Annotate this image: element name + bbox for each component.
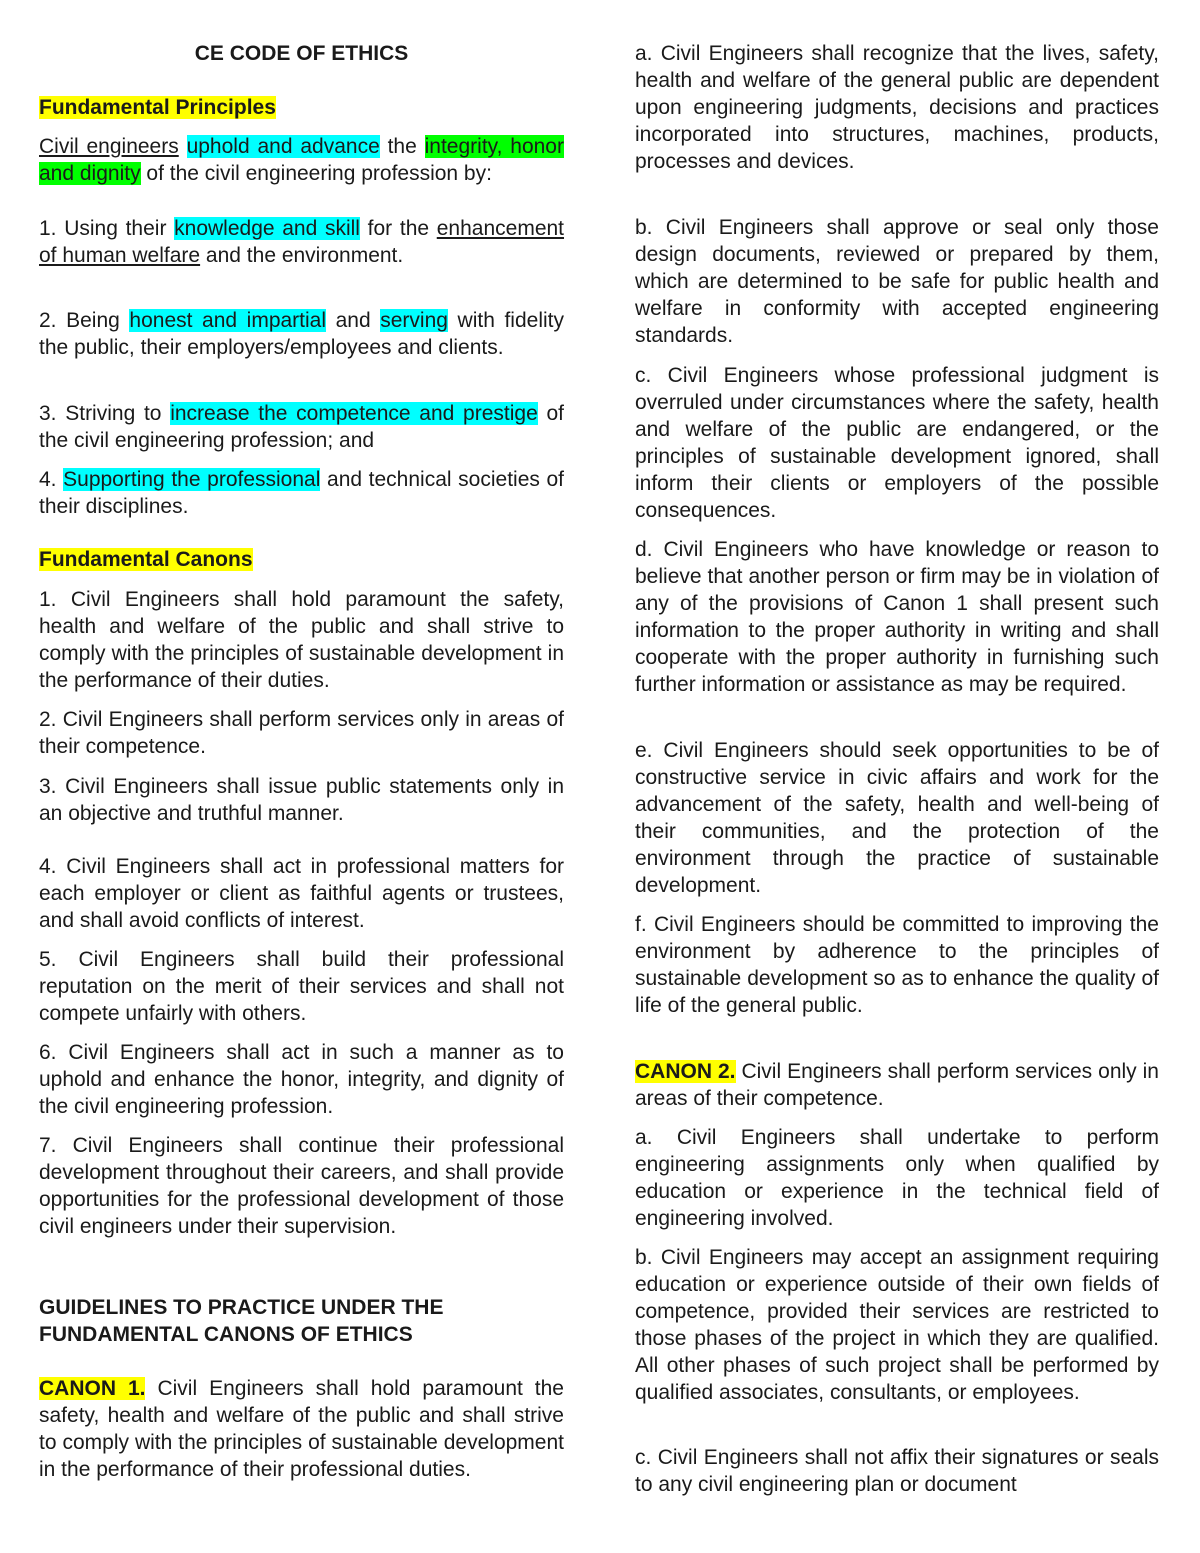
heading-highlight: Fundamental Principles (39, 96, 276, 119)
principles-intro (39, 133, 564, 187)
canon-2-item-a: a. Civil Engineers shall undertake to perform engineering assignments only when qualified by education or experience in the technical field of engineering involved. (635, 1126, 1159, 1230)
principle-text: for the (359, 217, 437, 240)
canon-1-item-c: c. Civil Engineers whose professional judgment is overruled under circumstances where the safety, health and welfare of the public are endangered, or the principles of sustainable development ignored, shall inform their clients or employers of the possible consequences. (635, 364, 1159, 522)
canon-1-item-a: a. Civil Engineers shall recognize that the lives, safety, health and welfare of the general public are dependent upon engineering judgments, decisions and practices incorporated into structures, machines, products, processes and devices. (635, 42, 1159, 173)
guidelines-heading: GUIDELINES TO PRACTICE UNDER THE FUNDAMENTAL CANONS OF ETHICS (39, 1296, 444, 1346)
canon-2-label: CANON 2. (635, 1060, 736, 1083)
fundamental-canons-heading (39, 546, 564, 573)
document-title: CE CODE OF ETHICS (194, 42, 409, 65)
canon-1-item-f: f. Civil Engineers should be committed to improving the environment by adherence to the principles of sustainable development so as to enhance the quality of life of the general public. (635, 913, 1159, 1017)
canon-item-2: 2. Civil Engineers shall perform services only in areas of their competence. (39, 708, 564, 758)
principle-text: and the environment. (200, 244, 404, 267)
canon-1-item-d: d. Civil Engineers who have knowledge or reason to believe that another person or firm may be in violation of any of the provisions of Canon 1 shall present such information to the proper authority in writing and shall cooperate with the proper authority in furnishing such further information or assistance as may be required. (635, 538, 1159, 696)
intro-highlight-green: integrity, honor and dignity (39, 135, 564, 185)
canon-1-guideline (39, 1375, 564, 1483)
canon-item-7: 7. Civil Engineers shall continue their professional development throughout their careers, and shall provide opportunities for the professional development of those civil engineers under their supervision. (39, 1134, 564, 1238)
principle-highlight: knowledge and skill (174, 217, 360, 240)
canon-2-item-c: c. Civil Engineers shall not affix their signatures or seals to any civil engineering plan or document (635, 1446, 1159, 1496)
canon-1-item-e: e. Civil Engineers should seek opportunities to be of constructive service in civic affairs and work for the advancement of the safety, health and well-being of their communities, and the protection of the environment through the practice of sustainable development. (635, 739, 1159, 897)
principle-4 (39, 466, 564, 520)
canon-1-text: Civil Engineers shall hold paramount the safety, health and welfare of the public and shall strive to comply with the principles of sustainable development in the performance of their professional duties. (39, 1377, 564, 1481)
principle-underline: enhancement of human welfare (39, 217, 565, 267)
canon-1-label: CANON 1. (39, 1377, 146, 1400)
principle-highlight: honest and impartial (129, 309, 327, 332)
fundamental-principles-heading (39, 94, 564, 121)
intro-highlight-cyan: uphold and advance (186, 135, 380, 158)
principle-highlight: increase the competence and prestige (170, 402, 538, 425)
principle-text: and (326, 309, 381, 332)
canon-2-item-b: b. Civil Engineers may accept an assignment requiring education or experience outside of their own fields of competence, provided their services are restricted to those phases of the project in which they are qualified. All other phases of such project shall be performed by qualified associates, consultants, or employees. (635, 1246, 1159, 1404)
canon-2-guideline (635, 1058, 1159, 1112)
principle-highlight: serving (380, 309, 448, 332)
canon-item-3: 3. Civil Engineers shall issue public statements only in an objective and truthful manner. (39, 775, 564, 825)
principle-text: 2. Being (39, 309, 130, 332)
principle-highlight: Supporting the professional (63, 468, 321, 491)
canon-item-6: 6. Civil Engineers shall act in such a manner as to uphold and enhance the honor, integrity, and dignity of the civil engineering profession. (39, 1041, 564, 1118)
principle-text: of the civil engineering profession; and (39, 402, 564, 452)
principle-text: with fidelity the public, their employers/employees and clients. (39, 309, 564, 359)
canon-item-1: 1. Civil Engineers shall hold paramount the safety, health and welfare of the public and shall strive to comply with the principles of sustainable development in the performance of their duties. (39, 588, 564, 692)
intro-space (179, 135, 187, 158)
principle-3 (39, 400, 564, 454)
intro-subject: Civil engineers (39, 135, 179, 158)
intro-text: of the civil engineering profession by: (140, 162, 492, 185)
principle-1 (39, 215, 564, 269)
principle-text: 3. Striving to (39, 402, 171, 425)
principle-text: 4. (39, 468, 64, 491)
canon-2-text: Civil Engineers shall perform services only in areas of their competence. (635, 1060, 1159, 1110)
canon-item-5: 5. Civil Engineers shall build their professional reputation on the merit of their services and shall not compete unfairly with others. (39, 948, 564, 1025)
principle-text: and technical societies of their disciplines. (39, 468, 564, 518)
heading-highlight: Fundamental Canons (39, 548, 253, 571)
canon-item-4: 4. Civil Engineers shall act in professional matters for each employer or client as faithful agents or trustees, and shall avoid conflicts of interest. (39, 855, 564, 932)
principle-text: 1. Using their (39, 217, 175, 240)
principle-2 (39, 307, 564, 361)
canon-1-item-b: b. Civil Engineers shall approve or seal only those design documents, reviewed or prepared by them, which are determined to be safe for public health and welfare in conformity with accepted engineering standards. (635, 216, 1159, 347)
intro-text: the (379, 135, 425, 158)
